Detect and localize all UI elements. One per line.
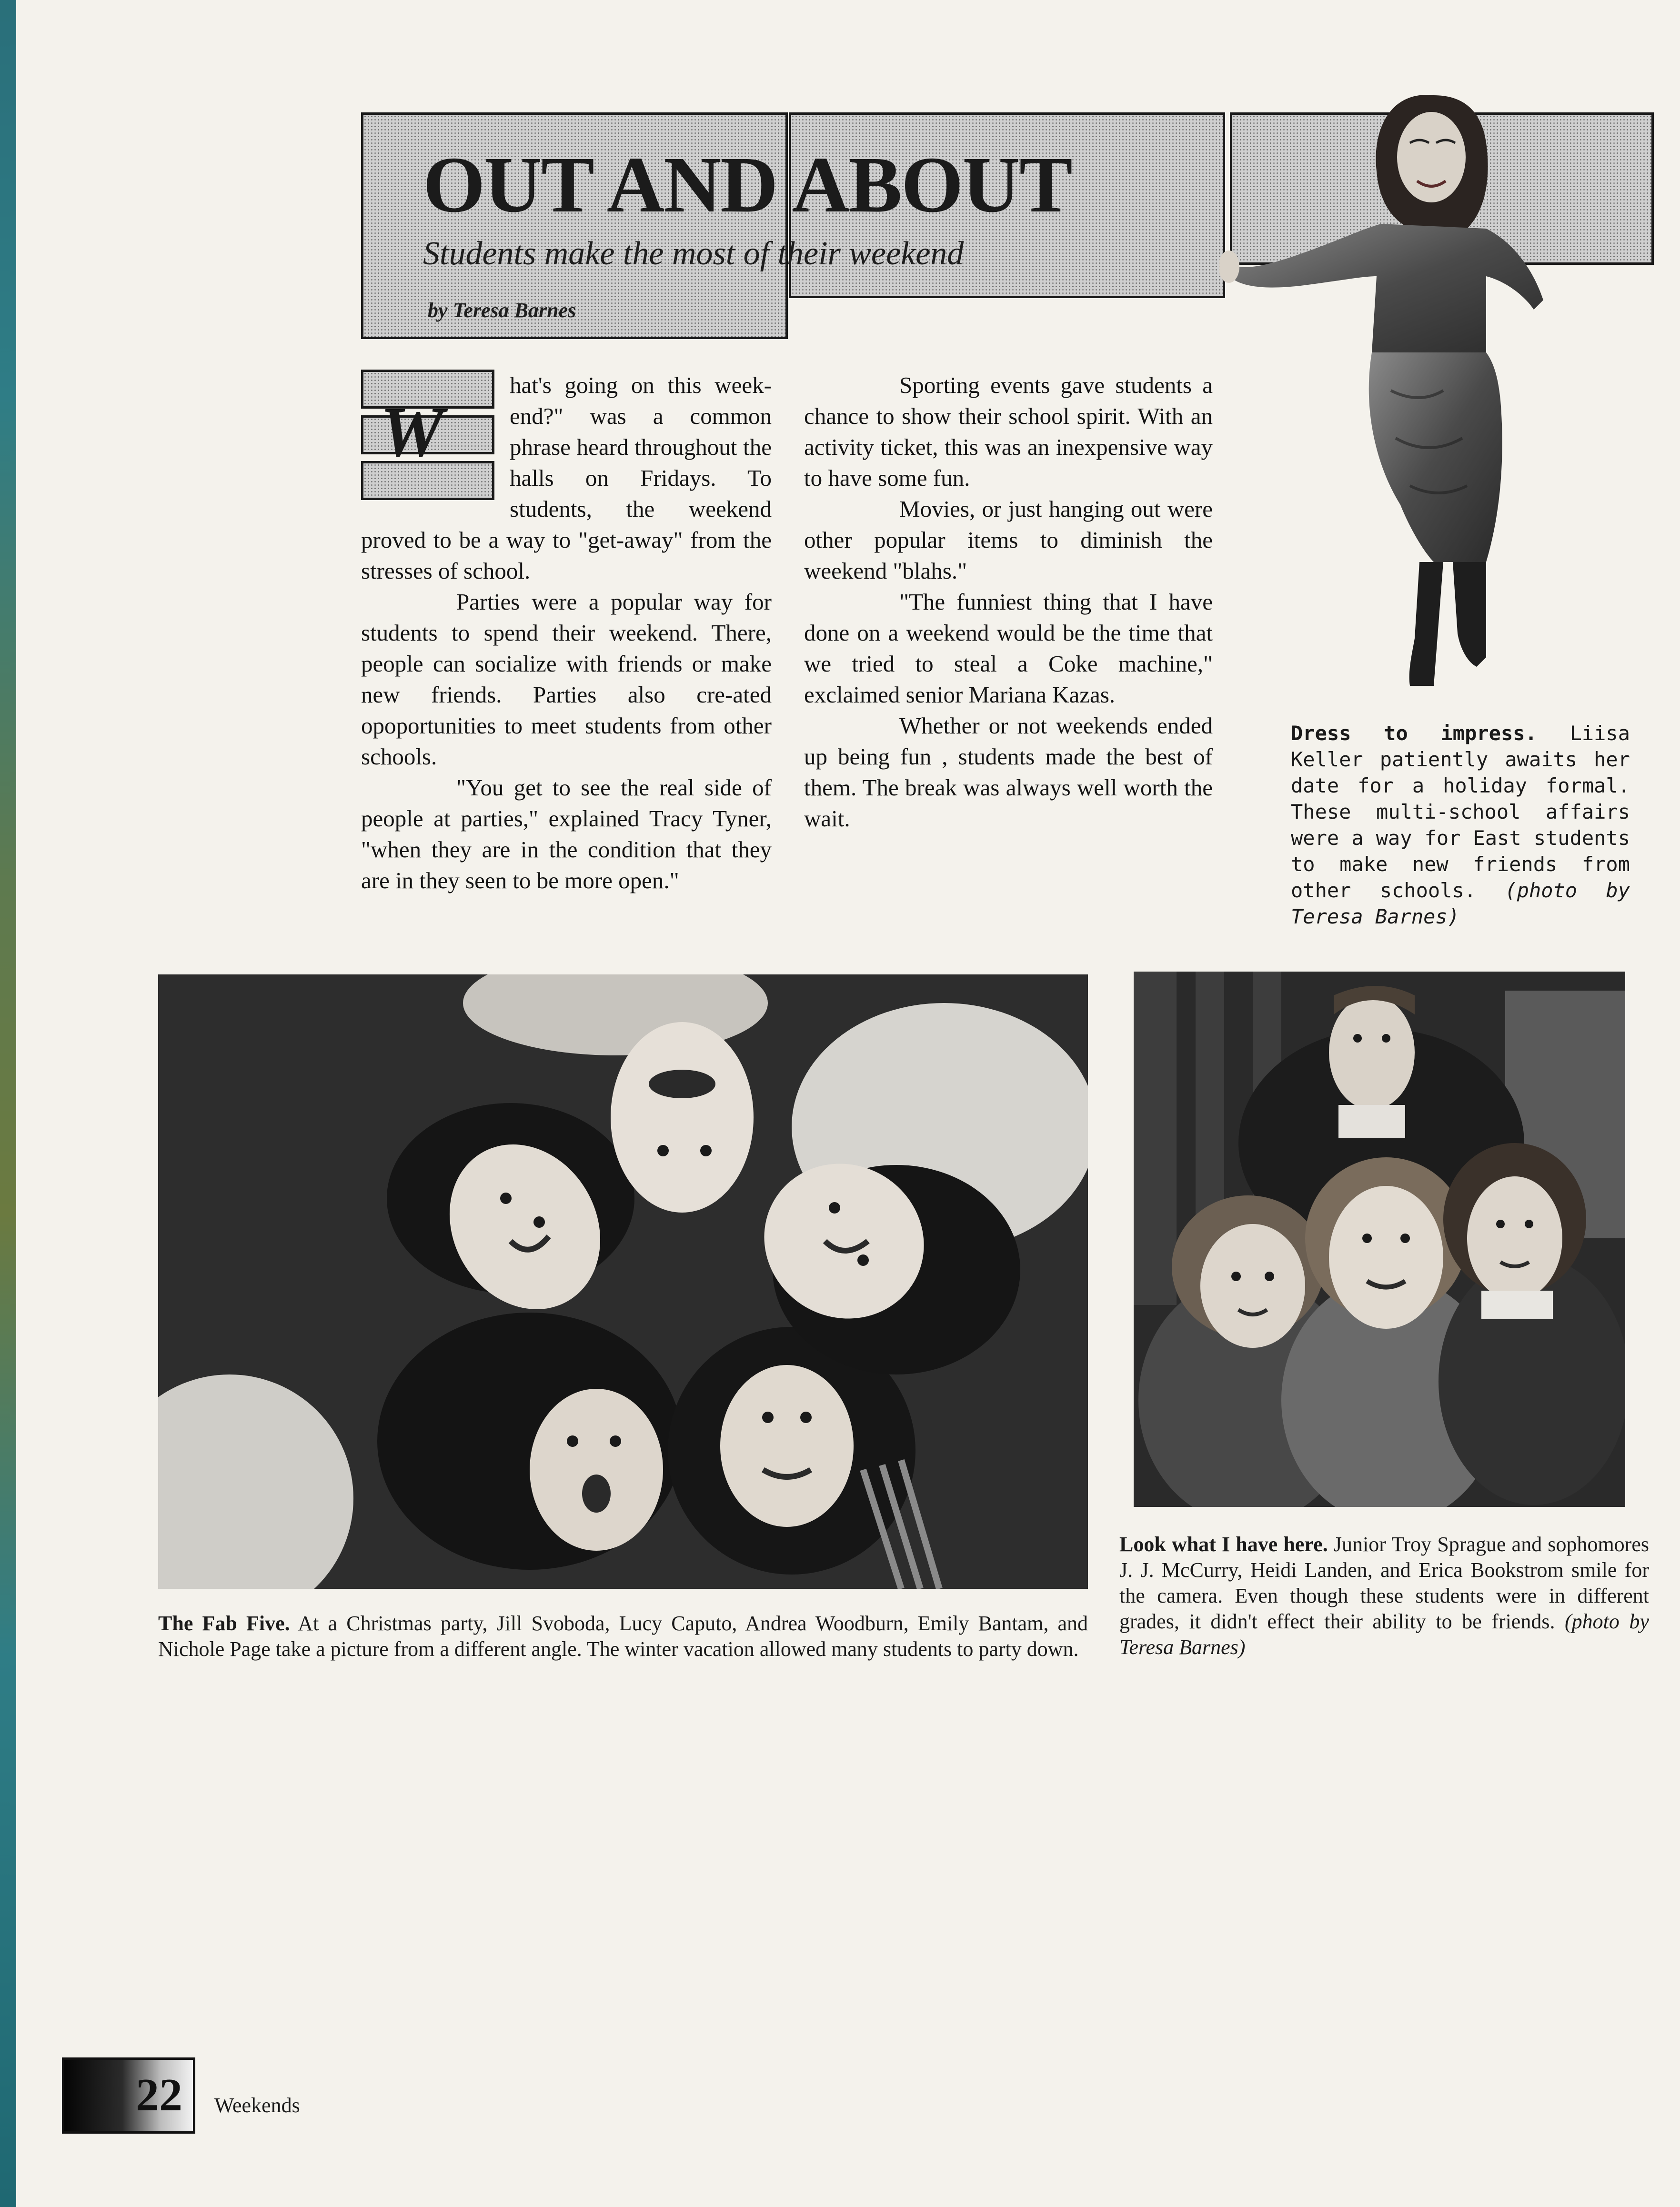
photo-fab-five xyxy=(158,974,1088,1589)
page-number-box xyxy=(62,2057,195,2134)
caption-text: Junior Troy Sprague and sophomores J. J. McCurry, Heidi Landen, and Erica Bookstrom smile for the camera. Even though these students were in different grades, it didn't effect their ability to be friends. xyxy=(1119,1533,1649,1633)
caption-text: Liisa Keller patiently awaits her date for a holiday formal. These multi-school affairs were a way for East students to make new friends from other schools. xyxy=(1291,722,1630,902)
photo-credit: (photo by Teresa Barnes) xyxy=(1291,879,1630,928)
drop-cap-letter: W xyxy=(380,392,444,471)
article-paragraph: Sporting events gave students a chance to show their school spirit. With an activity ticket, this was an inexpensive way to have some fun. xyxy=(804,372,1213,491)
article-paragraph: "The funniest thing that I have done on a weekend would be the time that we tried to steal a Coke machine," exclaimed senior Mariana Kazas. xyxy=(804,589,1213,708)
caption-lead: The Fab Five. xyxy=(158,1612,290,1635)
section-label: Weekends xyxy=(214,2094,300,2117)
article-paragraph: Whether or not weekends ended up being fun , students made the best of them. The break was always well worth the wait. xyxy=(804,712,1213,832)
caption-lead: Dress to impress. xyxy=(1291,722,1537,745)
drop-cap xyxy=(361,370,495,497)
caption-dress-to-impress xyxy=(1291,720,1630,930)
page-edge-strip xyxy=(0,0,16,2207)
caption-lead: Look what I have here. xyxy=(1119,1533,1328,1556)
article-paragraph: Movies, or just hanging out were other popular items to diminish the weekend "blahs." xyxy=(804,496,1213,584)
page-number: 22 xyxy=(136,2069,182,2121)
article-column-1 xyxy=(361,370,772,896)
page-subtitle: Students make the most of their weekend xyxy=(423,235,964,272)
caption-fab-five xyxy=(158,1611,1088,1662)
photo-credit: (photo by Teresa Barnes) xyxy=(1119,1610,1649,1659)
article-column-2 xyxy=(804,370,1213,834)
article-paragraph: Parties were a popular way for students to spend their weekend. There, people can socialize with friends or make new friends. Parties also cre-ated opoportunities to meet students from other schools. xyxy=(361,589,772,770)
cutout-photo-liisa-keller xyxy=(1219,86,1610,705)
article-paragraph: hat's going on this week-end?" was a common phrase heard throughout the halls on Fridays. To students, the weekend proved to be a way to "get-away" from the stresses of school. xyxy=(361,372,772,584)
photo-look-what-i-have-here xyxy=(1134,972,1625,1507)
page-title: OUT AND ABOUT xyxy=(423,140,1072,229)
article-paragraph: "You get to see the real side of people at parties," explained Tracy Tyner, "when they are in the condition that they are in they seen to be more open." xyxy=(361,774,772,893)
caption-look-what-i-have-here xyxy=(1119,1532,1649,1660)
caption-text: At a Christmas party, Jill Svoboda, Lucy Caputo, Andrea Woodburn, Emily Bantam, and Nichole Page take a picture from a different angle. The winter vacation allowed many students to party down. xyxy=(158,1612,1088,1661)
byline: by Teresa Barnes xyxy=(428,299,576,322)
